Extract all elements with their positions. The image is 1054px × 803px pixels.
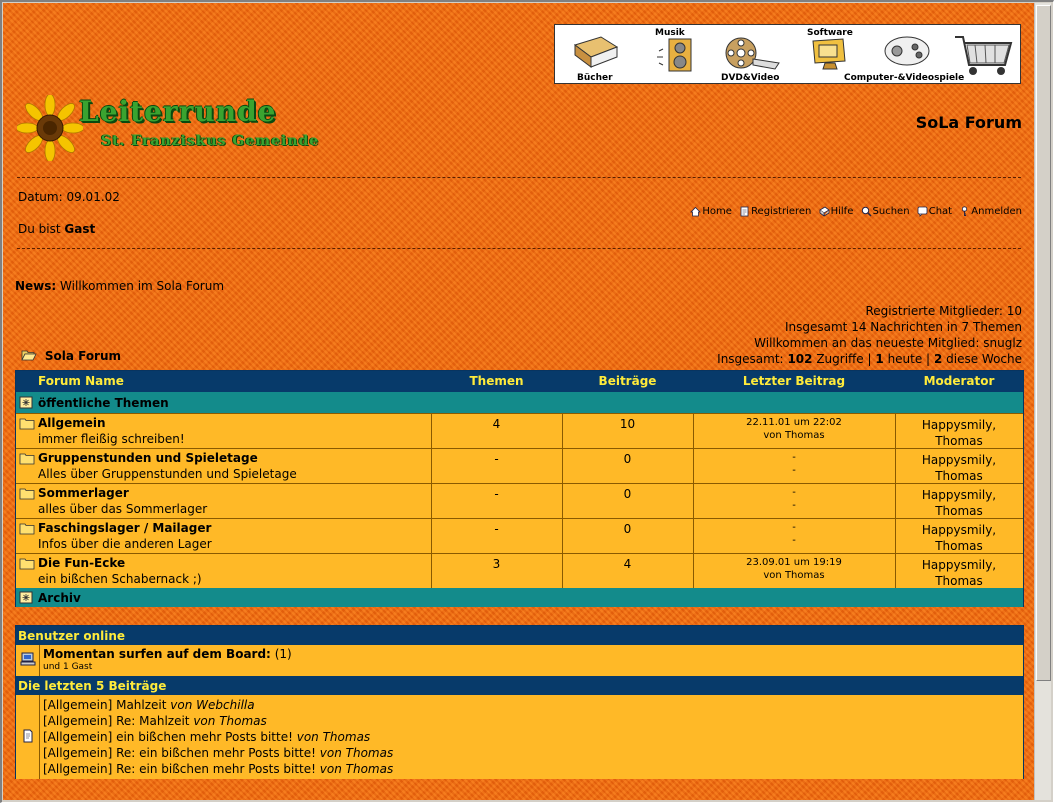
film-reel-icon [723, 33, 783, 73]
forum-last-post [693, 486, 895, 512]
forum-posts: 0 [623, 522, 632, 536]
forum-moderators [895, 557, 1023, 589]
forum-title: SoLa Forum [915, 113, 1022, 132]
category-title[interactable]: öffentliche Themen [38, 396, 169, 410]
news-line [15, 279, 224, 293]
forum-threads: - [494, 522, 499, 536]
stats-newest-member [717, 335, 1022, 351]
last-post-date: 23.09.01 um 19:19 [746, 557, 842, 568]
last-post-author: - [792, 535, 796, 546]
forum-name-link[interactable]: Gruppenstunden und Spieletage [38, 451, 258, 465]
divider [17, 248, 1021, 249]
register-icon [739, 206, 750, 217]
last-post-date: - [792, 452, 796, 463]
forum-threads: - [494, 452, 499, 466]
hits-total-label: Zugriffe | [816, 352, 872, 366]
cell-divider [39, 645, 40, 676]
forum-posts: 0 [623, 452, 632, 466]
online-count: (1) [274, 647, 292, 661]
moderator-link[interactable]: Thomas [935, 504, 983, 518]
forum-row[interactable] [16, 553, 1023, 588]
username: Gast [64, 222, 96, 236]
last-post-date: - [792, 487, 796, 498]
moderator-link[interactable]: Thomas [935, 574, 983, 588]
home-icon [690, 206, 701, 217]
recent-subject[interactable]: Mahlzeit [116, 698, 167, 712]
help-icon [819, 206, 830, 217]
forum-description: ein bißchen Schabernack ;) [38, 572, 202, 586]
hits-today: 1 [875, 352, 884, 366]
banner-label-dvd[interactable]: DVD&Video [721, 73, 780, 83]
moderator-link[interactable]: Happysmily, [921, 453, 997, 467]
folder-icon [19, 557, 35, 570]
forum-moderators [895, 417, 1023, 449]
forum-threads: 4 [492, 417, 501, 431]
moderator-link[interactable]: Happysmily, [921, 523, 997, 537]
nav-home[interactable] [690, 206, 732, 217]
forum-threads: - [494, 487, 499, 501]
forum-description: Infos über die anderen Lager [38, 537, 212, 551]
logo-subtitle: St. Franziskus Gemeinde [101, 133, 320, 149]
hits-week-label: diese Woche [946, 352, 1022, 366]
monitor-icon [809, 37, 853, 73]
recent-subject[interactable]: Re: Mahlzeit [116, 714, 190, 728]
forum-table [15, 370, 1024, 607]
col-moderator: Moderator [923, 374, 995, 388]
banner-label-games[interactable]: Computer-&Videospiele [844, 73, 965, 83]
forum-description: alles über das Sommerlager [38, 502, 208, 516]
forum-row[interactable] [16, 518, 1023, 553]
hits-week: 2 [933, 352, 943, 366]
recent-post[interactable] [43, 761, 393, 777]
book-icon [569, 31, 621, 71]
date-label: Datum: [18, 190, 63, 204]
newest-member-link[interactable]: Willkommen an das neueste Mitglied: snuglz [754, 336, 1022, 350]
nav-search-label: Suchen [872, 206, 910, 217]
forum-page [3, 3, 1034, 800]
online-row [16, 645, 1023, 676]
last-post-author: - [792, 465, 796, 476]
board-stats [717, 303, 1022, 367]
banner-label-software[interactable]: Software [807, 28, 853, 38]
divider [17, 177, 1021, 178]
folder-icon [19, 417, 35, 430]
banner-label-buecher[interactable]: Bücher [577, 73, 613, 83]
stats-hits [717, 351, 1022, 367]
recent-forum: [Allgemein] [43, 730, 113, 744]
recent-author: von Thomas [193, 714, 267, 728]
nav-chat-label: Chat [928, 206, 953, 217]
nav-login-label: Anmelden [971, 206, 1022, 217]
last-post-date: 22.11.01 um 22:02 [746, 417, 842, 428]
hits-total: 102 [787, 352, 813, 366]
moderator-link[interactable]: Thomas [935, 539, 983, 553]
sunflower-icon [17, 95, 83, 161]
forum-name-link[interactable]: Die Fun-Ecke [38, 556, 126, 570]
key-icon [959, 206, 970, 217]
recent-row [16, 695, 1023, 779]
recent-author: von Thomas [319, 746, 394, 760]
nav-register-label: Registrieren [751, 206, 812, 217]
recent-subject[interactable]: Re: ein bißchen mehr Posts bitte! [116, 762, 316, 776]
category-row[interactable] [16, 392, 1023, 413]
forum-name-link[interactable]: Allgemein [38, 416, 106, 430]
folder-icon [19, 487, 35, 500]
forum-last-post [693, 416, 895, 442]
recent-forum: [Allgemein] [43, 762, 113, 776]
forum-moderators [895, 487, 1023, 519]
forum-last-post [693, 521, 895, 547]
computer-icon [20, 651, 36, 667]
recent-post[interactable] [43, 697, 393, 713]
folder-open-icon [21, 349, 37, 361]
document-icon [22, 729, 34, 743]
recent-header [16, 676, 1023, 695]
hits-today-label: heute | [887, 352, 931, 366]
moderator-link[interactable]: Thomas [935, 469, 983, 483]
online-table [15, 625, 1024, 779]
speaker-icon [655, 35, 701, 75]
nav-search[interactable] [861, 206, 910, 217]
stats-messages: Insgesamt 14 Nachrichten in 7 Themen [784, 320, 1022, 334]
forum-moderators [895, 452, 1023, 484]
last-post-date: - [792, 522, 796, 533]
forum-posts: 4 [623, 557, 632, 571]
hits-prefix: Insgesamt: [717, 352, 784, 366]
category-row[interactable] [16, 588, 1023, 607]
user-status [18, 222, 95, 236]
recent-author: von Thomas [319, 762, 394, 776]
category-toggle-icon[interactable] [19, 396, 33, 409]
recent-subject[interactable]: Re: ein bißchen mehr Posts bitte! [116, 746, 316, 760]
recent-posts-list [43, 697, 393, 777]
forum-threads: 3 [492, 557, 501, 571]
recent-author: von Thomas [296, 730, 371, 744]
online-surfing-label: Momentan surfen auf dem Board: [43, 647, 271, 661]
online-header [16, 626, 1023, 645]
recent-subject[interactable]: ein bißchen mehr Posts bitte! [116, 730, 293, 744]
moderator-link[interactable]: Happysmily, [921, 558, 997, 572]
recent-title: Die letzten 5 Beiträge [18, 679, 167, 693]
recent-post[interactable] [43, 729, 393, 745]
site-logo[interactable] [17, 93, 369, 163]
folder-icon [19, 452, 35, 465]
recent-post[interactable] [43, 713, 393, 729]
forum-posts: 0 [623, 487, 632, 501]
recent-forum: [Allgemein] [43, 698, 113, 712]
breadcrumb [21, 349, 121, 363]
category-title[interactable]: Archiv [38, 591, 81, 605]
nav-help-label: Hilfe [830, 206, 854, 217]
banner-label-musik[interactable]: Musik [655, 28, 685, 38]
nav-home-label: Home [702, 206, 732, 217]
forum-row[interactable] [16, 483, 1023, 518]
last-post-author: - [792, 500, 796, 511]
date-line [18, 190, 120, 204]
moderator-link[interactable]: Happysmily, [921, 488, 997, 502]
recent-author: von Webchilla [170, 698, 255, 712]
date-value: 09.01.02 [66, 190, 120, 204]
forum-description: immer fleißig schreiben! [38, 432, 185, 446]
scrollbar-thumb[interactable] [1036, 5, 1051, 681]
moderator-link[interactable]: Happysmily, [921, 418, 997, 432]
recent-forum: [Allgemein] [43, 746, 113, 760]
online-guests: und 1 Gast [43, 662, 93, 672]
last-post-author: von Thomas [763, 570, 825, 581]
cell-divider [39, 695, 40, 779]
chat-icon [917, 206, 928, 217]
breadcrumb-forum-link[interactable]: Sola Forum [44, 349, 122, 363]
nav-links [686, 206, 1022, 220]
you-are-label: Du bist [18, 222, 61, 236]
col-posts: Beiträge [598, 374, 657, 388]
forum-description: Alles über Gruppenstunden und Spieletage [38, 467, 297, 481]
col-forum-name: Forum Name [38, 374, 124, 388]
shop-banner[interactable] [554, 24, 1021, 84]
gamepad-icon [881, 33, 933, 69]
online-surfing [43, 647, 292, 661]
forum-row[interactable] [16, 413, 1023, 448]
news-label: News: [15, 279, 57, 293]
forum-last-post [693, 451, 895, 477]
forum-name-link[interactable]: Faschingslager / Mailager [38, 521, 212, 535]
last-post-author: von Thomas [763, 430, 825, 441]
nav-chat[interactable] [917, 206, 952, 217]
table-header [16, 371, 1023, 392]
shopping-cart-icon [951, 31, 1015, 79]
moderator-link[interactable]: Thomas [935, 434, 983, 448]
col-threads: Themen [469, 374, 524, 388]
forum-last-post [693, 556, 895, 582]
nav-login[interactable] [959, 206, 1022, 217]
col-last-post: Letzter Beitrag [742, 374, 846, 388]
nav-register[interactable] [739, 206, 811, 217]
forum-moderators [895, 522, 1023, 554]
stats-members: Registrierte Mitglieder: 10 [865, 304, 1022, 318]
folder-icon [19, 522, 35, 535]
vertical-scrollbar[interactable] [1034, 3, 1051, 800]
recent-forum: [Allgemein] [43, 714, 113, 728]
search-icon [861, 206, 872, 217]
news-text: Willkommen im Sola Forum [60, 279, 225, 293]
nav-help[interactable] [819, 206, 854, 217]
category-toggle-icon[interactable] [19, 591, 33, 604]
recent-post[interactable] [43, 745, 393, 761]
forum-name-link[interactable]: Sommerlager [38, 486, 129, 500]
online-title: Benutzer online [18, 629, 126, 643]
forum-row[interactable] [16, 448, 1023, 483]
forum-posts: 10 [619, 417, 636, 431]
logo-title: Leiterrunde [79, 95, 277, 128]
